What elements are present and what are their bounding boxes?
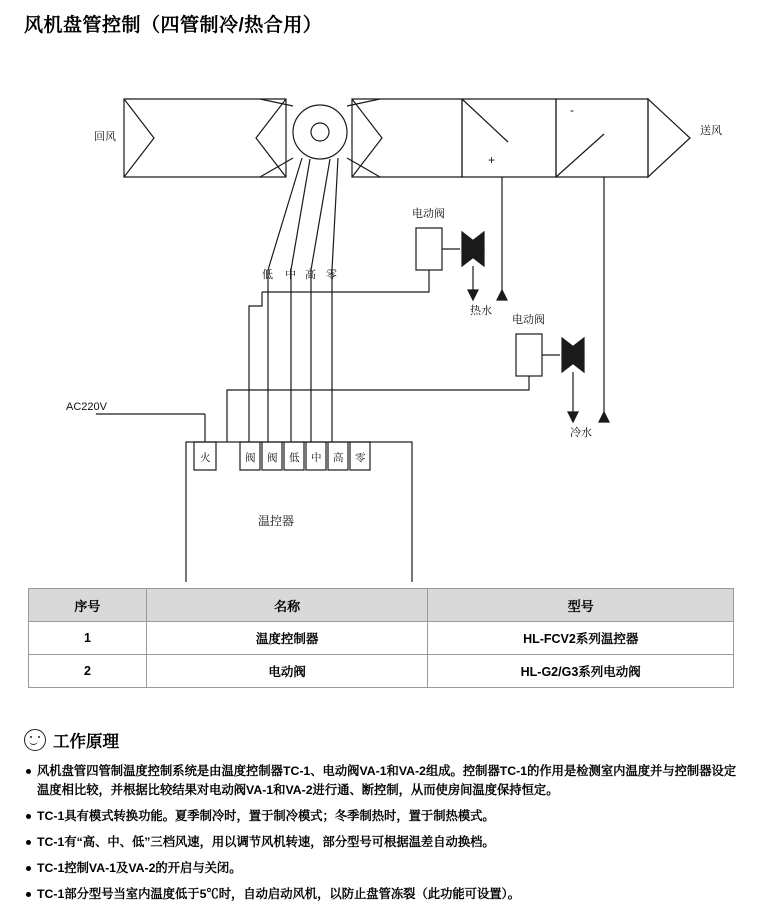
cell-index: 2 (29, 655, 147, 688)
page-title: 风机盘管控制（四管制冷/热合用） (24, 15, 323, 36)
label-thermostat: 温控器 (258, 514, 295, 528)
terminal-zero: 零 (355, 452, 366, 464)
terminal-valve-2: 阀 (267, 452, 278, 464)
table-header-row (29, 589, 734, 622)
label-cold-water: 冷水 (570, 427, 592, 439)
list-item (26, 859, 738, 878)
bullet-dot-icon (26, 769, 31, 774)
list-item-text: TC-1控制VA-1及VA-2的开启与关闭。 (37, 861, 242, 876)
label-coil-minus: - (570, 103, 574, 117)
spec-table-wrapper (28, 588, 734, 688)
bullet-dot-icon (26, 892, 31, 897)
label-speed-mid: 中 (285, 269, 296, 281)
label-supply-air: 送风 (700, 125, 722, 137)
principle-heading (24, 728, 119, 752)
list-item-text: TC-1部分型号当室内温度低于5℃时，自动启动风机，以防止盘管冻裂（此功能可设置）。 (37, 887, 521, 902)
list-item-text: 风机盘管四管制温度控制系统是由温度控制器TC-1、电动阀VA-1和VA-2组成。控制器TC-1的作用是检测室内温度并与控制器设定温度相比较，并根据比较结果对电动阀VA-1和VA-2进行通、断控制，从而使房间温度保持恒定。 (37, 764, 737, 798)
label-motor-valve-1: 电动阀 (412, 208, 445, 220)
cell-index: 1 (29, 622, 147, 655)
label-motor-valve-2: 电动阀 (512, 314, 545, 326)
fan-coil-diagram (0, 42, 762, 582)
table-row (29, 655, 734, 688)
label-power: AC220V (66, 401, 107, 413)
bullet-dot-icon (26, 866, 31, 871)
cell-name: 电动阀 (146, 655, 428, 688)
terminal-valve-1: 阀 (245, 452, 256, 464)
label-return-air: 回风 (94, 131, 116, 143)
list-item-text: TC-1有“高、中、低”三档风速，用以调节风机转速，部分型号可根据温差自动换档。 (37, 835, 495, 850)
terminal-mid: 中 (311, 452, 322, 464)
principle-list (26, 762, 738, 911)
label-speed-zero: 零 (326, 269, 337, 281)
cell-model: HL-G2/G3系列电动阀 (428, 655, 734, 688)
label-hot-water: 热水 (470, 305, 492, 317)
table-header-index: 序号 (29, 589, 147, 622)
label-speed-high: 高 (305, 269, 316, 281)
list-item (26, 762, 738, 800)
terminal-low: 低 (289, 452, 300, 464)
label-speed-low: 低 (262, 269, 273, 281)
list-item (26, 833, 738, 852)
label-coil-plus: + (488, 153, 496, 167)
table-header-model: 型号 (428, 589, 734, 622)
cell-name: 温度控制器 (146, 622, 428, 655)
table-header-name: 名称 (146, 589, 428, 622)
spec-table (28, 588, 734, 688)
cell-model: HL-FCV2系列温控器 (428, 622, 734, 655)
list-item (26, 885, 738, 904)
bullet-dot-icon (26, 814, 31, 819)
terminal-high: 高 (333, 452, 344, 464)
smiley-icon (24, 729, 46, 751)
list-item (26, 807, 738, 826)
principle-title: 工作原理 (53, 733, 119, 751)
terminal-fire: 火 (200, 452, 211, 464)
list-item-text: TC-1具有模式转换功能。夏季制冷时，置于制冷模式；冬季制热时，置于制热模式。 (37, 809, 495, 824)
table-row (29, 622, 734, 655)
bullet-dot-icon (26, 840, 31, 845)
